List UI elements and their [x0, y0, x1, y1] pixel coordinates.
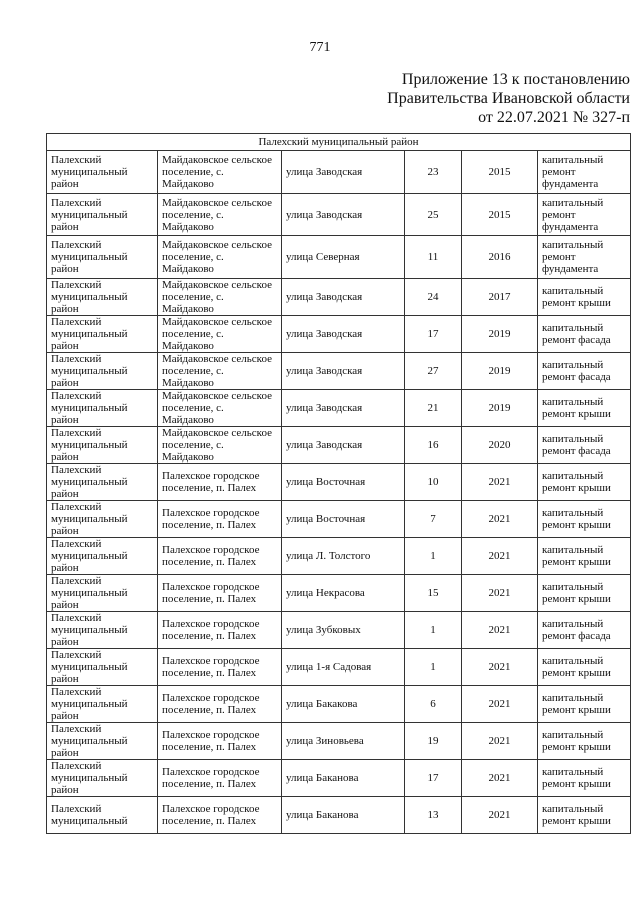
year-cell: 2021 — [462, 760, 538, 797]
district-cell: Палехский муниципальный район — [47, 686, 158, 723]
settlement-cell: Майдаковское сельское поселение, с. Майдаково — [158, 427, 282, 464]
district-cell: Палехский муниципальный район — [47, 538, 158, 575]
house-number-cell: 11 — [405, 236, 462, 279]
year-cell: 2015 — [462, 151, 538, 194]
year-cell: 2021 — [462, 723, 538, 760]
work-type-cell: капитальный ремонт крыши — [538, 575, 631, 612]
settlement-cell: Майдаковское сельское поселение, с. Майдаково — [158, 194, 282, 236]
district-cell: Палехский муниципальный район — [47, 649, 158, 686]
year-cell: 2019 — [462, 353, 538, 390]
table-row — [47, 686, 631, 723]
street-cell: улица Заводская — [282, 353, 405, 390]
table-row — [47, 236, 631, 279]
table-row — [47, 723, 631, 760]
house-number-cell: 1 — [405, 612, 462, 649]
settlement-cell: Майдаковское сельское поселение, с. Майдаково — [158, 151, 282, 194]
table-row — [47, 427, 631, 464]
street-cell: улица Заводская — [282, 279, 405, 316]
year-cell: 2021 — [462, 612, 538, 649]
table-row — [47, 797, 631, 834]
street-cell: улица Л. Толстого — [282, 538, 405, 575]
work-type-cell: капитальный ремонт крыши — [538, 390, 631, 427]
street-cell: улица Зиновьева — [282, 723, 405, 760]
table-row — [47, 760, 631, 797]
settlement-cell: Палехское городское поселение, п. Палех — [158, 797, 282, 834]
table-row — [47, 501, 631, 538]
year-cell: 2021 — [462, 797, 538, 834]
table-row — [47, 538, 631, 575]
table-row — [47, 464, 631, 501]
street-cell: улица Восточная — [282, 464, 405, 501]
header-line: от 22.07.2021 № 327-п — [478, 109, 630, 126]
table-row — [47, 649, 631, 686]
district-cell: Палехский муниципальный район — [47, 723, 158, 760]
settlement-cell: Палехское городское поселение, п. Палех — [158, 464, 282, 501]
year-cell: 2020 — [462, 427, 538, 464]
work-type-cell: капитальный ремонт фасада — [538, 316, 631, 353]
street-cell: улица Северная — [282, 236, 405, 279]
work-type-cell: капитальный ремонт крыши — [538, 279, 631, 316]
house-number-cell: 17 — [405, 760, 462, 797]
house-number-cell: 1 — [405, 538, 462, 575]
house-number-cell: 21 — [405, 390, 462, 427]
work-type-cell: капитальный ремонт крыши — [538, 723, 631, 760]
repair-table — [46, 133, 631, 834]
street-cell: улица Баканова — [282, 797, 405, 834]
district-cell: Палехский муниципальный район — [47, 279, 158, 316]
work-type-cell: капитальный ремонт крыши — [538, 501, 631, 538]
table-row — [47, 612, 631, 649]
house-number-cell: 19 — [405, 723, 462, 760]
year-cell: 2021 — [462, 575, 538, 612]
house-number-cell: 7 — [405, 501, 462, 538]
table-row — [47, 151, 631, 194]
settlement-cell: Майдаковское сельское поселение, с. Майдаково — [158, 390, 282, 427]
district-cell: Палехский муниципальный район — [47, 575, 158, 612]
table-row — [47, 575, 631, 612]
district-cell: Палехский муниципальный район — [47, 194, 158, 236]
street-cell: улица Зубковых — [282, 612, 405, 649]
district-cell: Палехский муниципальный район — [47, 501, 158, 538]
year-cell: 2021 — [462, 686, 538, 723]
settlement-cell: Палехское городское поселение, п. Палех — [158, 501, 282, 538]
header-line: Правительства Ивановской области — [387, 90, 630, 107]
settlement-cell: Майдаковское сельское поселение, с. Майдаково — [158, 279, 282, 316]
work-type-cell: капитальный ремонт фасада — [538, 353, 631, 390]
settlement-cell: Майдаковское сельское поселение, с. Майдаково — [158, 316, 282, 353]
house-number-cell: 17 — [405, 316, 462, 353]
house-number-cell: 23 — [405, 151, 462, 194]
street-cell: улица Заводская — [282, 427, 405, 464]
settlement-cell: Майдаковское сельское поселение, с. Майдаково — [158, 236, 282, 279]
work-type-cell: капитальный ремонт крыши — [538, 760, 631, 797]
work-type-cell: капитальный ремонт крыши — [538, 797, 631, 834]
settlement-cell: Палехское городское поселение, п. Палех — [158, 686, 282, 723]
work-type-cell: капитальный ремонт фасада — [538, 427, 631, 464]
work-type-cell: капитальный ремонт фасада — [538, 612, 631, 649]
table-row — [47, 316, 631, 353]
settlement-cell: Палехское городское поселение, п. Палех — [158, 723, 282, 760]
district-cell: Палехский муниципальный район — [47, 612, 158, 649]
street-cell: улица Заводская — [282, 390, 405, 427]
appendix-header — [387, 70, 630, 127]
work-type-cell: капитальный ремонт крыши — [538, 464, 631, 501]
section-title-row — [47, 134, 631, 151]
street-cell: улица 1-я Садовая — [282, 649, 405, 686]
house-number-cell: 10 — [405, 464, 462, 501]
district-cell: Палехский муниципальный район — [47, 427, 158, 464]
section-title: Палехский муниципальный район — [47, 134, 631, 151]
house-number-cell: 1 — [405, 649, 462, 686]
street-cell: улица Некрасова — [282, 575, 405, 612]
table-row — [47, 279, 631, 316]
header-line: Приложение 13 к постановлению — [401, 71, 630, 88]
year-cell: 2021 — [462, 464, 538, 501]
street-cell: улица Заводская — [282, 151, 405, 194]
work-type-cell: капитальный ремонт фундамента — [538, 236, 631, 279]
house-number-cell: 15 — [405, 575, 462, 612]
settlement-cell: Палехское городское поселение, п. Палех — [158, 612, 282, 649]
house-number-cell: 24 — [405, 279, 462, 316]
house-number-cell: 27 — [405, 353, 462, 390]
work-type-cell: капитальный ремонт фундамента — [538, 194, 631, 236]
year-cell: 2019 — [462, 316, 538, 353]
district-cell: Палехский муниципальный — [47, 797, 158, 834]
house-number-cell: 6 — [405, 686, 462, 723]
district-cell: Палехский муниципальный район — [47, 316, 158, 353]
settlement-cell: Палехское городское поселение, п. Палех — [158, 649, 282, 686]
year-cell: 2015 — [462, 194, 538, 236]
settlement-cell: Майдаковское сельское поселение, с. Майдаково — [158, 353, 282, 390]
street-cell: улица Восточная — [282, 501, 405, 538]
district-cell: Палехский муниципальный район — [47, 464, 158, 501]
street-cell: улица Заводская — [282, 316, 405, 353]
year-cell: 2021 — [462, 649, 538, 686]
work-type-cell: капитальный ремонт крыши — [538, 686, 631, 723]
street-cell: улица Баканова — [282, 760, 405, 797]
work-type-cell: капитальный ремонт фундамента — [538, 151, 631, 194]
year-cell: 2021 — [462, 501, 538, 538]
house-number-cell: 16 — [405, 427, 462, 464]
table-row — [47, 390, 631, 427]
work-type-cell: капитальный ремонт крыши — [538, 649, 631, 686]
table-row — [47, 194, 631, 236]
year-cell: 2017 — [462, 279, 538, 316]
district-cell: Палехский муниципальный район — [47, 353, 158, 390]
page-number: 771 — [309, 40, 331, 55]
year-cell: 2021 — [462, 538, 538, 575]
district-cell: Палехский муниципальный район — [47, 390, 158, 427]
year-cell: 2019 — [462, 390, 538, 427]
settlement-cell: Палехское городское поселение, п. Палех — [158, 760, 282, 797]
year-cell: 2016 — [462, 236, 538, 279]
district-cell: Палехский муниципальный район — [47, 760, 158, 797]
settlement-cell: Палехское городское поселение, п. Палех — [158, 538, 282, 575]
district-cell: Палехский муниципальный район — [47, 151, 158, 194]
house-number-cell: 25 — [405, 194, 462, 236]
table-row — [47, 353, 631, 390]
settlement-cell: Палехское городское поселение, п. Палех — [158, 575, 282, 612]
house-number-cell: 13 — [405, 797, 462, 834]
street-cell: улица Заводская — [282, 194, 405, 236]
work-type-cell: капитальный ремонт крыши — [538, 538, 631, 575]
street-cell: улица Бакакова — [282, 686, 405, 723]
district-cell: Палехский муниципальный район — [47, 236, 158, 279]
